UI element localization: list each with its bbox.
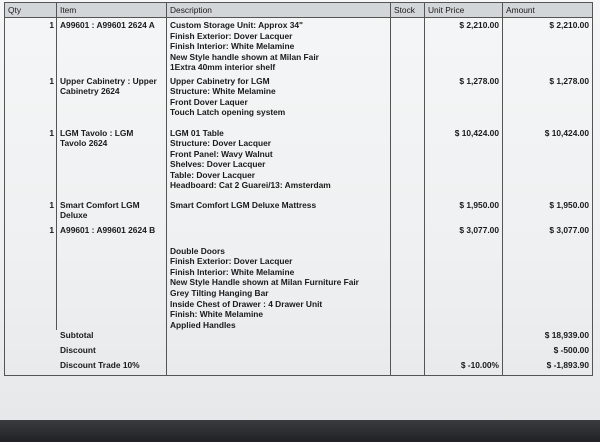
description-cell [167, 126, 391, 198]
header-unit-price: Unit Price [425, 3, 503, 18]
description-cell [167, 198, 391, 223]
text-line: Cabinetry 2624 [60, 86, 120, 97]
unit-price-cell [425, 345, 503, 360]
table-row [5, 74, 593, 126]
amount-cell: $ 1,950.00 [503, 198, 593, 223]
unit-price-cell [425, 330, 503, 345]
amount-cell: $ 3,077.00 [503, 223, 593, 331]
summary-row [5, 345, 593, 360]
text-line: Tavolo 2624 [60, 138, 108, 149]
qty-cell: 1 [5, 74, 57, 126]
text-line: Finish: White Melamine [170, 309, 264, 320]
text-line: Custom Storage Unit: Approx 34" [170, 20, 304, 30]
stock-cell [391, 345, 425, 360]
stock-cell [391, 330, 425, 345]
text-line: Structure: Dover Lacquer [170, 138, 271, 149]
description-cell [167, 330, 391, 345]
text-line: 1Extra 40mm interior shelf [170, 62, 276, 73]
qty-cell: 1 [5, 223, 57, 331]
text-line: Upper Cabinetry : Upper [60, 75, 157, 86]
text-line: Finish Exterior: Dover Lacquer [170, 256, 293, 267]
summary-label: Subtotal [5, 330, 167, 345]
header-description: Description [167, 3, 391, 18]
amount-cell: $ 1,278.00 [503, 74, 593, 126]
text-line: Touch Latch opening system [170, 107, 286, 118]
line-items-table [4, 2, 593, 376]
background-surface [0, 420, 600, 442]
unit-price-cell: $ 3,077.00 [425, 223, 503, 331]
text-line: Deluxe [60, 210, 88, 221]
table-body [5, 18, 593, 376]
item-cell [57, 126, 167, 198]
text-line: Smart Comfort LGM [60, 199, 140, 210]
unit-price-cell: $ 2,210.00 [425, 18, 503, 74]
stock-cell [391, 198, 425, 223]
text-line: New Style Handle shown at Milan Furniture Fair [170, 277, 359, 288]
qty-cell: 1 [5, 198, 57, 223]
text-line: A99601 : A99601 2624 B [60, 224, 156, 235]
header-item: Item [57, 3, 167, 18]
text-line: Front Dover Laquer [170, 96, 248, 107]
description-cell [167, 74, 391, 126]
header-amount: Amount [503, 3, 593, 18]
text-line: New Style handle shown at Milan Fair [170, 51, 319, 62]
text-line: LGM 01 Table [170, 127, 224, 138]
text-line: Finish Interior: White Melamine [170, 41, 295, 52]
text-line: Grey Tilting Hanging Bar [170, 288, 269, 299]
summary-row [5, 360, 593, 375]
stock-cell [391, 360, 425, 375]
unit-price-cell: $ 1,950.00 [425, 198, 503, 223]
text-line: Smart Comfort LGM Deluxe Mattress [170, 199, 317, 210]
unit-price-cell: $ 10,424.00 [425, 126, 503, 198]
qty-cell: 1 [5, 126, 57, 198]
stock-cell [391, 223, 425, 331]
text-line: Applied Handles [170, 319, 236, 330]
item-cell [57, 198, 167, 223]
table-row [5, 126, 593, 198]
text-line: LGM Tavolo : LGM [60, 127, 134, 138]
stock-cell [391, 74, 425, 126]
text-line: Finish Exterior: Dover Lacquer [170, 30, 293, 41]
description-cell [167, 360, 391, 375]
summary-row [5, 330, 593, 345]
amount-cell: $ 2,210.00 [503, 18, 593, 74]
item-cell [57, 18, 167, 74]
table-row [5, 18, 593, 74]
text-line [170, 235, 387, 246]
stock-cell [391, 18, 425, 74]
amount-cell: $ 10,424.00 [503, 126, 593, 198]
header-row [5, 3, 593, 18]
text-line: Front Panel: Wavy Walnut [170, 148, 273, 159]
table-row [5, 223, 593, 331]
description-cell [167, 223, 391, 331]
summary-label: Discount [5, 345, 167, 360]
text-line: Upper Cabinetry for LGM [170, 75, 270, 86]
qty-cell: 1 [5, 18, 57, 74]
text-line [170, 225, 387, 236]
table-row [5, 198, 593, 223]
amount-cell: $ -500.00 [503, 345, 593, 360]
text-line: Shelves: Dover Lacquer [170, 159, 266, 170]
unit-price-cell: $ -10.00% [425, 360, 503, 375]
text-line: Finish Interior: White Melamine [170, 266, 295, 277]
header-qty: Qty [5, 3, 57, 18]
amount-cell: $ 18,939.00 [503, 330, 593, 345]
amount-cell: $ -1,893.90 [503, 360, 593, 375]
item-cell [57, 74, 167, 126]
text-line: A99601 : A99601 2624 A [60, 20, 155, 30]
text-line: Table: Dover Lacquer [170, 169, 256, 180]
item-cell [57, 223, 167, 331]
text-line: Inside Chest of Drawer : 4 Drawer Unit [170, 298, 323, 309]
text-line: Structure: White Melamine [170, 86, 276, 97]
text-line: Headboard: Cat 2 Guarei/13: Amsterdam [170, 180, 331, 191]
description-cell [167, 345, 391, 360]
description-cell [167, 18, 391, 74]
header-stock: Stock [391, 3, 425, 18]
stock-cell [391, 126, 425, 198]
summary-label: Discount Trade 10% [5, 360, 167, 375]
text-line: Double Doors [170, 245, 225, 256]
unit-price-cell: $ 1,278.00 [425, 74, 503, 126]
